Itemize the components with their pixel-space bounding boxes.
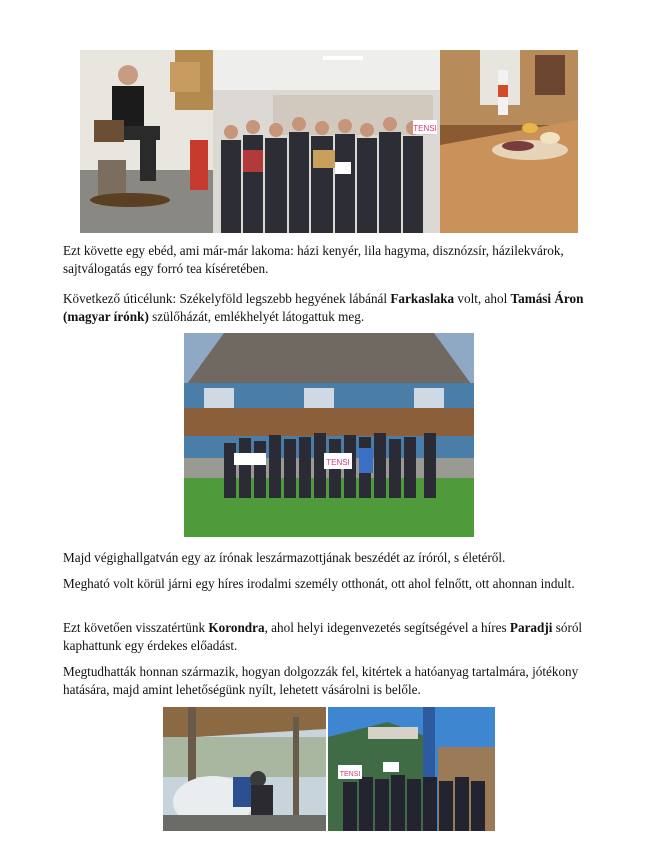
paragraph-speech: Majd végighallgatván egy az írónak leszármazottjának beszédét az íróról, s életéről. — [63, 550, 506, 565]
text-run: Következő úticélunk: Székelyföld legszebb hegyének lábánál — [63, 291, 391, 306]
photo-woodcarver — [80, 50, 213, 233]
tensi-sign-text: TENSI — [339, 771, 361, 778]
text-run: , ahol helyi idegenvezetés segítségével a híres — [264, 620, 510, 635]
paragraph-lunch: Ezt követte egy ebéd, ami már-már lakoma: házi kenyér, lila hagyma, disznózsír, házilekvárok, sajtválogatás egy forró tea kíséretében. — [63, 243, 564, 276]
person-name-tamasi: Tamási Áron (magyar írónk) — [63, 291, 584, 324]
text-run: szülőházát, emlékhelyét látogattuk meg. — [148, 308, 365, 324]
tensi-sign-text: TENSI — [326, 458, 350, 467]
photo-smoking-cauldron — [163, 707, 326, 831]
photo-group-house — [184, 333, 474, 537]
text-run: volt, ahol — [454, 291, 511, 306]
paragraph-korond — [63, 619, 598, 654]
photo-table-food — [440, 50, 578, 233]
place-name-farkaslaka: Farkaslaka — [390, 291, 455, 306]
tensi-sign-text: TENSI — [413, 124, 437, 133]
place-name-korond: Korondra — [208, 620, 265, 635]
salt-name-paradji: Paradji — [509, 620, 553, 635]
photo-group-indoor — [213, 50, 440, 233]
paragraph-salt: Megtudhatták honnan származik, hogyan dolgozzák fel, kitértek a hatóanyag tartalmára, jótékony hatására, majd amint lehetőségünk nyílt, lehetett vásárolni is belőle. — [63, 664, 579, 697]
paragraph-home-visit: Megható volt körül járni egy híres irodalmi személy otthonát, ott ahol felnőtt, ott ahonnan indult. — [63, 576, 575, 591]
text-run: sóról kaphattunk egy érdekes előadást. — [63, 620, 583, 653]
photo-group-outdoor — [328, 707, 495, 831]
paragraph-farkaslaka — [63, 290, 598, 325]
text-run: Ezt követően visszatértünk — [63, 620, 209, 635]
